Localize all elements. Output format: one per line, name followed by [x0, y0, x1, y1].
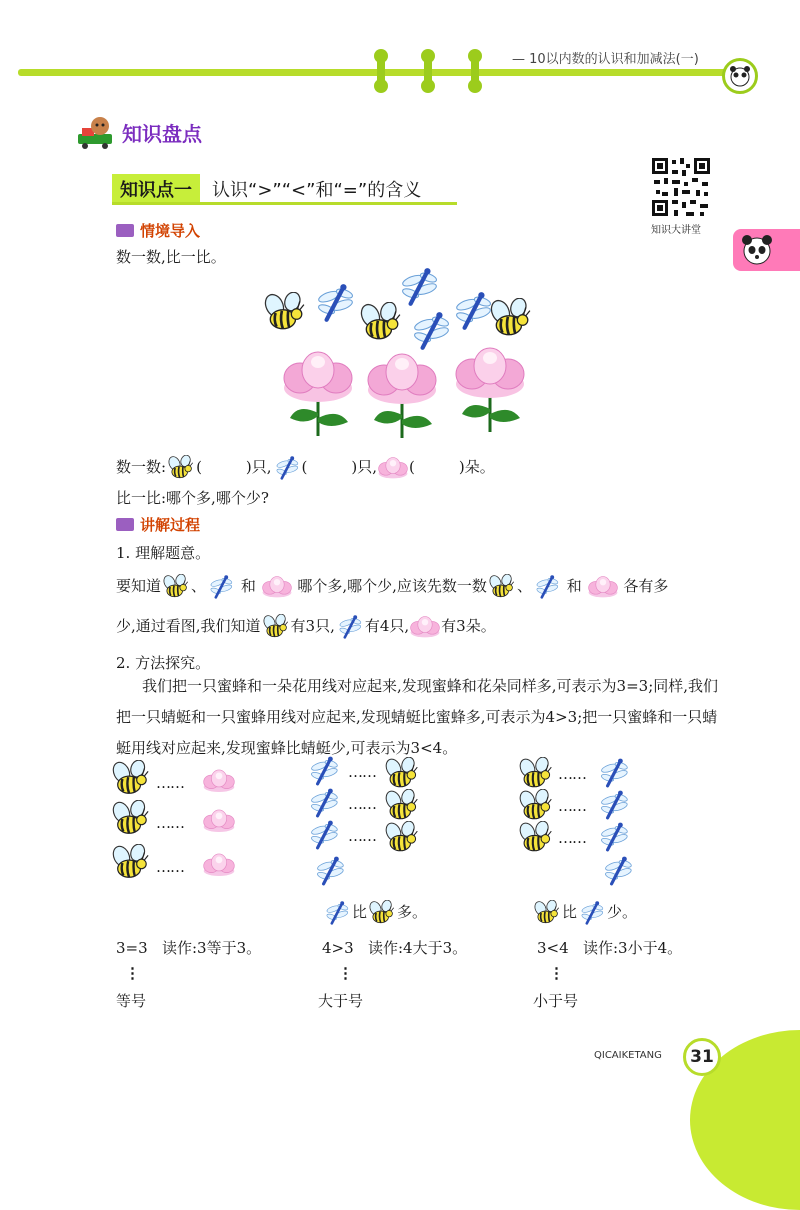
train-mascot-icon: [76, 114, 116, 150]
dragonfly-icon: [596, 757, 632, 789]
chapter-title: — 10以内数的认识和加减法(一): [512, 52, 699, 67]
match-dots: ……: [156, 814, 184, 832]
paren-open: (: [196, 458, 202, 476]
match-dots: ……: [348, 763, 376, 781]
flower-icon: [202, 852, 236, 878]
less-read: 读作:3小于4。: [582, 939, 683, 957]
count-line: [116, 455, 495, 481]
equal-expression: 3=3: [116, 939, 148, 957]
bee-icon: [367, 900, 397, 926]
text: 各有多: [623, 577, 669, 595]
match-dots: ……: [558, 829, 586, 847]
count-unit: )只,: [351, 458, 378, 476]
step1-line1: [116, 572, 668, 600]
text: 和: [566, 577, 582, 595]
dragonfly-icon: [317, 284, 353, 320]
dragonfly-icon: [455, 292, 491, 328]
equal-reading: [116, 939, 261, 957]
knowledge-point-label: 知识点一: [112, 174, 200, 204]
page-number: 31: [683, 1038, 721, 1076]
note-icon: [116, 224, 134, 237]
intro-heading-text: 情境导入: [140, 222, 201, 240]
text: 多。: [397, 903, 428, 921]
less-caption: [532, 898, 637, 926]
flower-icon: [261, 575, 293, 599]
text: 有3只,: [290, 617, 335, 635]
flower-icon: [409, 615, 441, 639]
bee-icon: [110, 760, 152, 798]
text: 少,通过看图,我们知道: [116, 617, 261, 635]
equal-sign-name: 等号: [116, 992, 147, 1010]
dragonfly-icon: [306, 787, 342, 819]
greater-read: 读作:4大于3。: [367, 939, 468, 957]
more-caption: [322, 898, 427, 926]
text: 比: [352, 903, 368, 921]
bee-icon: [166, 455, 196, 481]
intro-prompt: 数一数,比一比。: [116, 248, 226, 266]
dragonfly-icon: [312, 855, 348, 887]
greater-expression: 4>3: [322, 939, 354, 957]
dragonfly-icon: [401, 268, 437, 304]
knowledge-point-text: 认识“>”“<”和“=”的含义: [212, 180, 422, 201]
match-dots: ……: [156, 774, 184, 792]
count-unit: )只,: [245, 458, 272, 476]
equal-read: 读作:3等于3。: [161, 939, 262, 957]
bee-icon: [384, 789, 420, 823]
dragonfly-icon: [335, 614, 365, 640]
text: 和: [240, 577, 256, 595]
text: 、: [516, 577, 532, 595]
rose-icon: [456, 348, 524, 432]
dragonfly-icon: [596, 821, 632, 853]
text: 要知道: [116, 577, 162, 595]
less-expression: 3<4: [537, 939, 569, 957]
bee-icon: [384, 757, 420, 791]
publisher-label: QICAIKETANG: [594, 1050, 662, 1061]
bee-icon: [262, 290, 304, 329]
text: 少。: [607, 903, 638, 921]
dragonfly-icon: [206, 574, 236, 600]
text: 哪个多,哪个少,应该先数一数: [297, 577, 487, 595]
text: 有4只,: [364, 617, 410, 635]
dragonfly-icon: [413, 312, 449, 348]
panda-badge-icon: [722, 58, 758, 94]
bee-icon: [518, 789, 554, 823]
bee-icon: [358, 300, 400, 339]
binder-peg: [377, 53, 385, 89]
bee-icon: [110, 844, 152, 882]
bee-icon: [518, 757, 554, 791]
greater-reading: [322, 939, 467, 957]
count-prefix: 数一数:: [116, 458, 167, 476]
step1-title: 1. 理解题意。: [116, 544, 211, 562]
match-dots: ……: [558, 797, 586, 815]
bee-icon: [261, 614, 291, 640]
equal-pointer: ⋮: [125, 964, 140, 982]
dragonfly-icon: [272, 455, 302, 481]
bee-icon: [487, 574, 517, 600]
knowledge-point-bar: [112, 174, 457, 204]
header-rule: [18, 69, 730, 76]
note-icon: [116, 518, 134, 531]
rose-icon: [368, 354, 436, 438]
dragonfly-icon: [577, 900, 607, 926]
dragonfly-icon: [532, 574, 562, 600]
paren-open: (: [301, 458, 308, 476]
text: 比: [562, 903, 578, 921]
flower-icon: [377, 456, 409, 480]
compare-question: 比一比:哪个多,哪个少?: [116, 489, 269, 507]
match-dots: ……: [558, 765, 586, 783]
bee-icon: [518, 821, 554, 855]
step2-text: 我们把一只蜜蜂和一朵花用线对应起来,发现蜜蜂和花朵同样多,可表示为3=3;同样,我们把一只蜻蜓和一只蜜蜂用线对应起来,发现蜻蜓比蜜蜂多,可表示为4>3;把一只蜜蜂和一只蜻蜓用线对应起来,发现蜜蜂比蜻蜓少,可表示为3<4。: [116, 677, 719, 757]
flower-icon: [587, 575, 619, 599]
step2-title: 2. 方法探究。: [116, 654, 211, 672]
bee-icon: [488, 296, 530, 335]
dragonfly-icon: [306, 755, 342, 787]
match-dots: ……: [156, 858, 184, 876]
rose-icon: [284, 352, 352, 436]
bee-icon: [110, 800, 152, 838]
text: 、: [191, 577, 207, 595]
intro-heading: [116, 220, 200, 241]
dragonfly-icon: [596, 789, 632, 821]
dragonfly-icon: [306, 819, 342, 851]
bee-dragonfly-flower-scene: [262, 262, 542, 440]
binder-peg: [424, 53, 432, 89]
flower-icon: [202, 768, 236, 794]
paren-open: (: [409, 458, 415, 476]
binder-peg: [471, 53, 479, 89]
text: 有3朵。: [441, 617, 496, 635]
less-reading: [537, 939, 682, 957]
flower-icon: [202, 808, 236, 834]
dragonfly-icon: [600, 855, 636, 887]
section-title: 知识盘点: [122, 122, 202, 146]
match-dots: ……: [348, 795, 376, 813]
greater-sign-name: 大于号: [318, 992, 364, 1010]
figure-equal: [110, 760, 250, 890]
process-heading: [116, 514, 200, 535]
figure-greater: [306, 755, 426, 895]
bee-icon: [532, 900, 562, 926]
step1-line2: [116, 612, 496, 640]
greater-pointer: ⋮: [338, 964, 353, 982]
figure-less: [518, 755, 648, 895]
process-heading-text: 讲解过程: [140, 516, 201, 534]
panda-side-tab: [733, 229, 800, 271]
knowledge-point-underline: [112, 202, 457, 205]
less-pointer: ⋮: [549, 964, 564, 982]
count-unit: )朵。: [458, 458, 495, 476]
bee-icon: [384, 821, 420, 855]
dragonfly-icon: [322, 900, 352, 926]
qr-label: 知识大讲堂: [651, 225, 701, 236]
qr-code-icon[interactable]: [650, 156, 712, 218]
match-dots: ……: [348, 827, 376, 845]
bee-icon: [161, 574, 191, 600]
panda-icon: [737, 230, 777, 270]
less-sign-name: 小于号: [533, 992, 579, 1010]
